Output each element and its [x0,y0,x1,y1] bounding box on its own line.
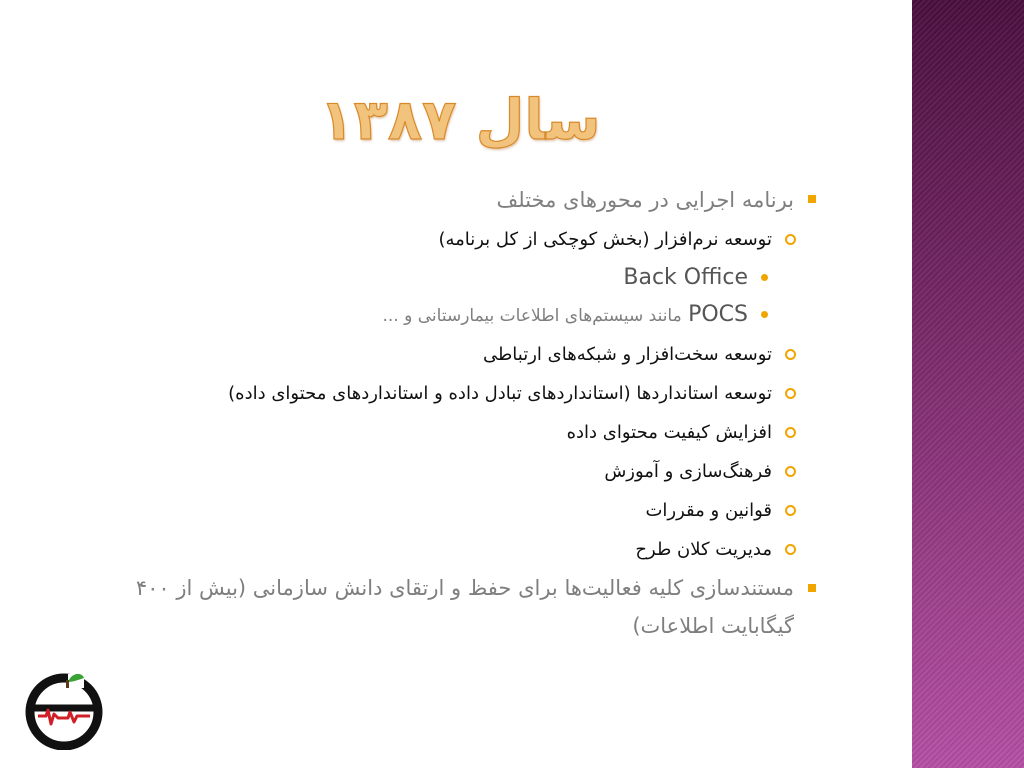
ring-bullet-icon [785,427,796,438]
bullet-text: مستندسازی کلیه فعالیت‌ها برای حفظ و ارتقای دانش سازمانی (بیش از ۴۰۰ گیگابایت اطلاعات) [135,576,794,638]
sub-bullet-text: افزایش کیفیت محتوای داده [566,422,772,443]
sub-bullet-item [78,413,818,452]
slide-title: سال ۱۳۸۷ [319,88,601,153]
bullet-text: برنامه اجرایی در محورهای مختلف [496,188,794,212]
decorative-sidebar [912,0,1024,768]
ring-bullet-icon [785,234,796,245]
ring-bullet-icon [785,388,796,399]
dot-bullet-icon [761,311,768,318]
bullet-list [78,180,818,645]
bullet-item [78,569,818,645]
sub-sub-bullet-item [78,296,818,335]
ring-bullet-icon [785,349,796,360]
sub-bullet-text: قوانین و مقررات [645,500,772,521]
sub-bullet-text: توسعه سخت‌افزار و شبکه‌های ارتباطی [482,344,772,365]
apple-logo-icon [24,670,104,750]
square-bullet-icon [808,195,816,203]
sub-bullet-text: فرهنگ‌سازی و آموزش [604,461,772,482]
sub-bullet-item [78,452,818,491]
sub-bullet-text: توسعه استانداردها (استانداردهای تبادل داده و استانداردهای محتوای داده) [228,383,772,404]
bullet-item [78,180,818,220]
ring-bullet-icon [785,466,796,477]
sub-bullet-item [78,374,818,413]
square-bullet-icon [808,584,816,592]
sub-sub-bullet-text: مانند سیستم‌های اطلاعات بیمارستانی و ... [382,306,682,326]
sub-bullet-text: مدیریت کلان طرح [635,539,772,560]
ring-bullet-icon [785,544,796,555]
sub-bullet-item [78,220,818,259]
dot-bullet-icon [761,274,768,281]
sub-bullet-item [78,530,818,569]
sub-bullet-item [78,335,818,374]
sub-bullet-item [78,491,818,530]
sub-sub-bullet-text: Back Office [623,265,748,290]
ring-bullet-icon [785,505,796,516]
sub-sub-bullet-term: POCS [688,302,748,327]
sub-bullet-text: توسعه نرم‌افزار (بخش کوچکی از کل برنامه) [438,229,772,250]
sub-sub-bullet-item [78,259,818,296]
